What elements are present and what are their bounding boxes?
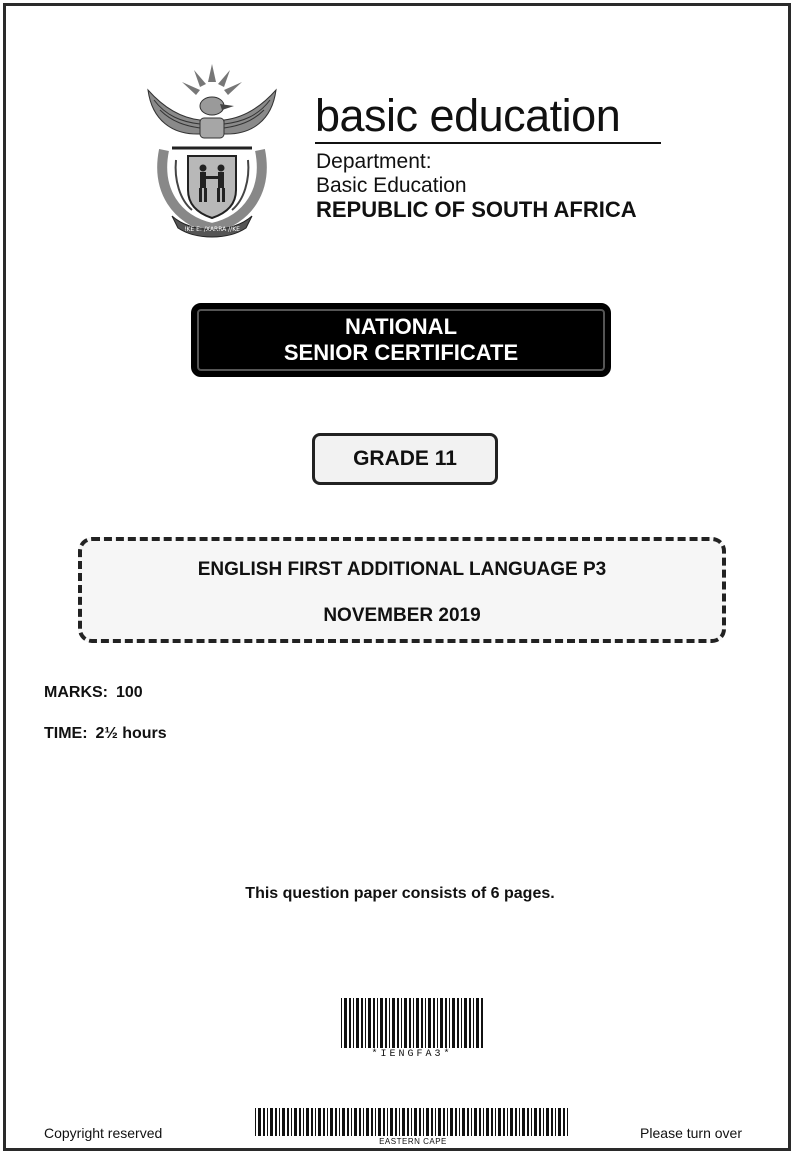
certificate-banner [191,303,611,377]
exam-session: NOVEMBER 2019 [323,605,481,626]
copyright-note: Copyright reserved [44,1125,163,1141]
coat-of-arms-icon [142,60,282,240]
certificate-line-1: NATIONAL [344,314,458,339]
barcode-top [341,998,483,1048]
time-line [44,725,167,743]
grade-box [312,433,498,485]
svg-text:!KE E: /XARRA //KE: !KE E: /XARRA //KE [184,226,240,233]
brand-title: basic education [315,90,621,141]
time-label: TIME: [44,725,88,742]
turn-over-note: Please turn over [640,1125,742,1141]
grade-label: GRADE 11 [353,447,457,470]
country-name: REPUBLIC OF SOUTH AFRICA [316,197,637,222]
brand-divider [315,142,661,144]
page-count-note: This question paper consists of 6 pages. [245,885,555,902]
barcode-top-text: *IENGFA3* [371,1049,453,1060]
time-value: 2½ hours [95,725,167,742]
barcode-bottom [255,1108,571,1136]
subject-box [78,537,726,643]
barcode-bottom-text: EASTERN CAPE [379,1137,447,1146]
marks-line [44,684,143,702]
department-name: Basic Education [316,174,467,197]
marks-value: 100 [116,684,143,701]
certificate-line-2: SENIOR CERTIFICATE [283,340,519,365]
marks-label: MARKS: [44,684,108,701]
department-label: Department: [316,150,432,173]
subject-name: ENGLISH FIRST ADDITIONAL LANGUAGE P3 [197,559,607,580]
